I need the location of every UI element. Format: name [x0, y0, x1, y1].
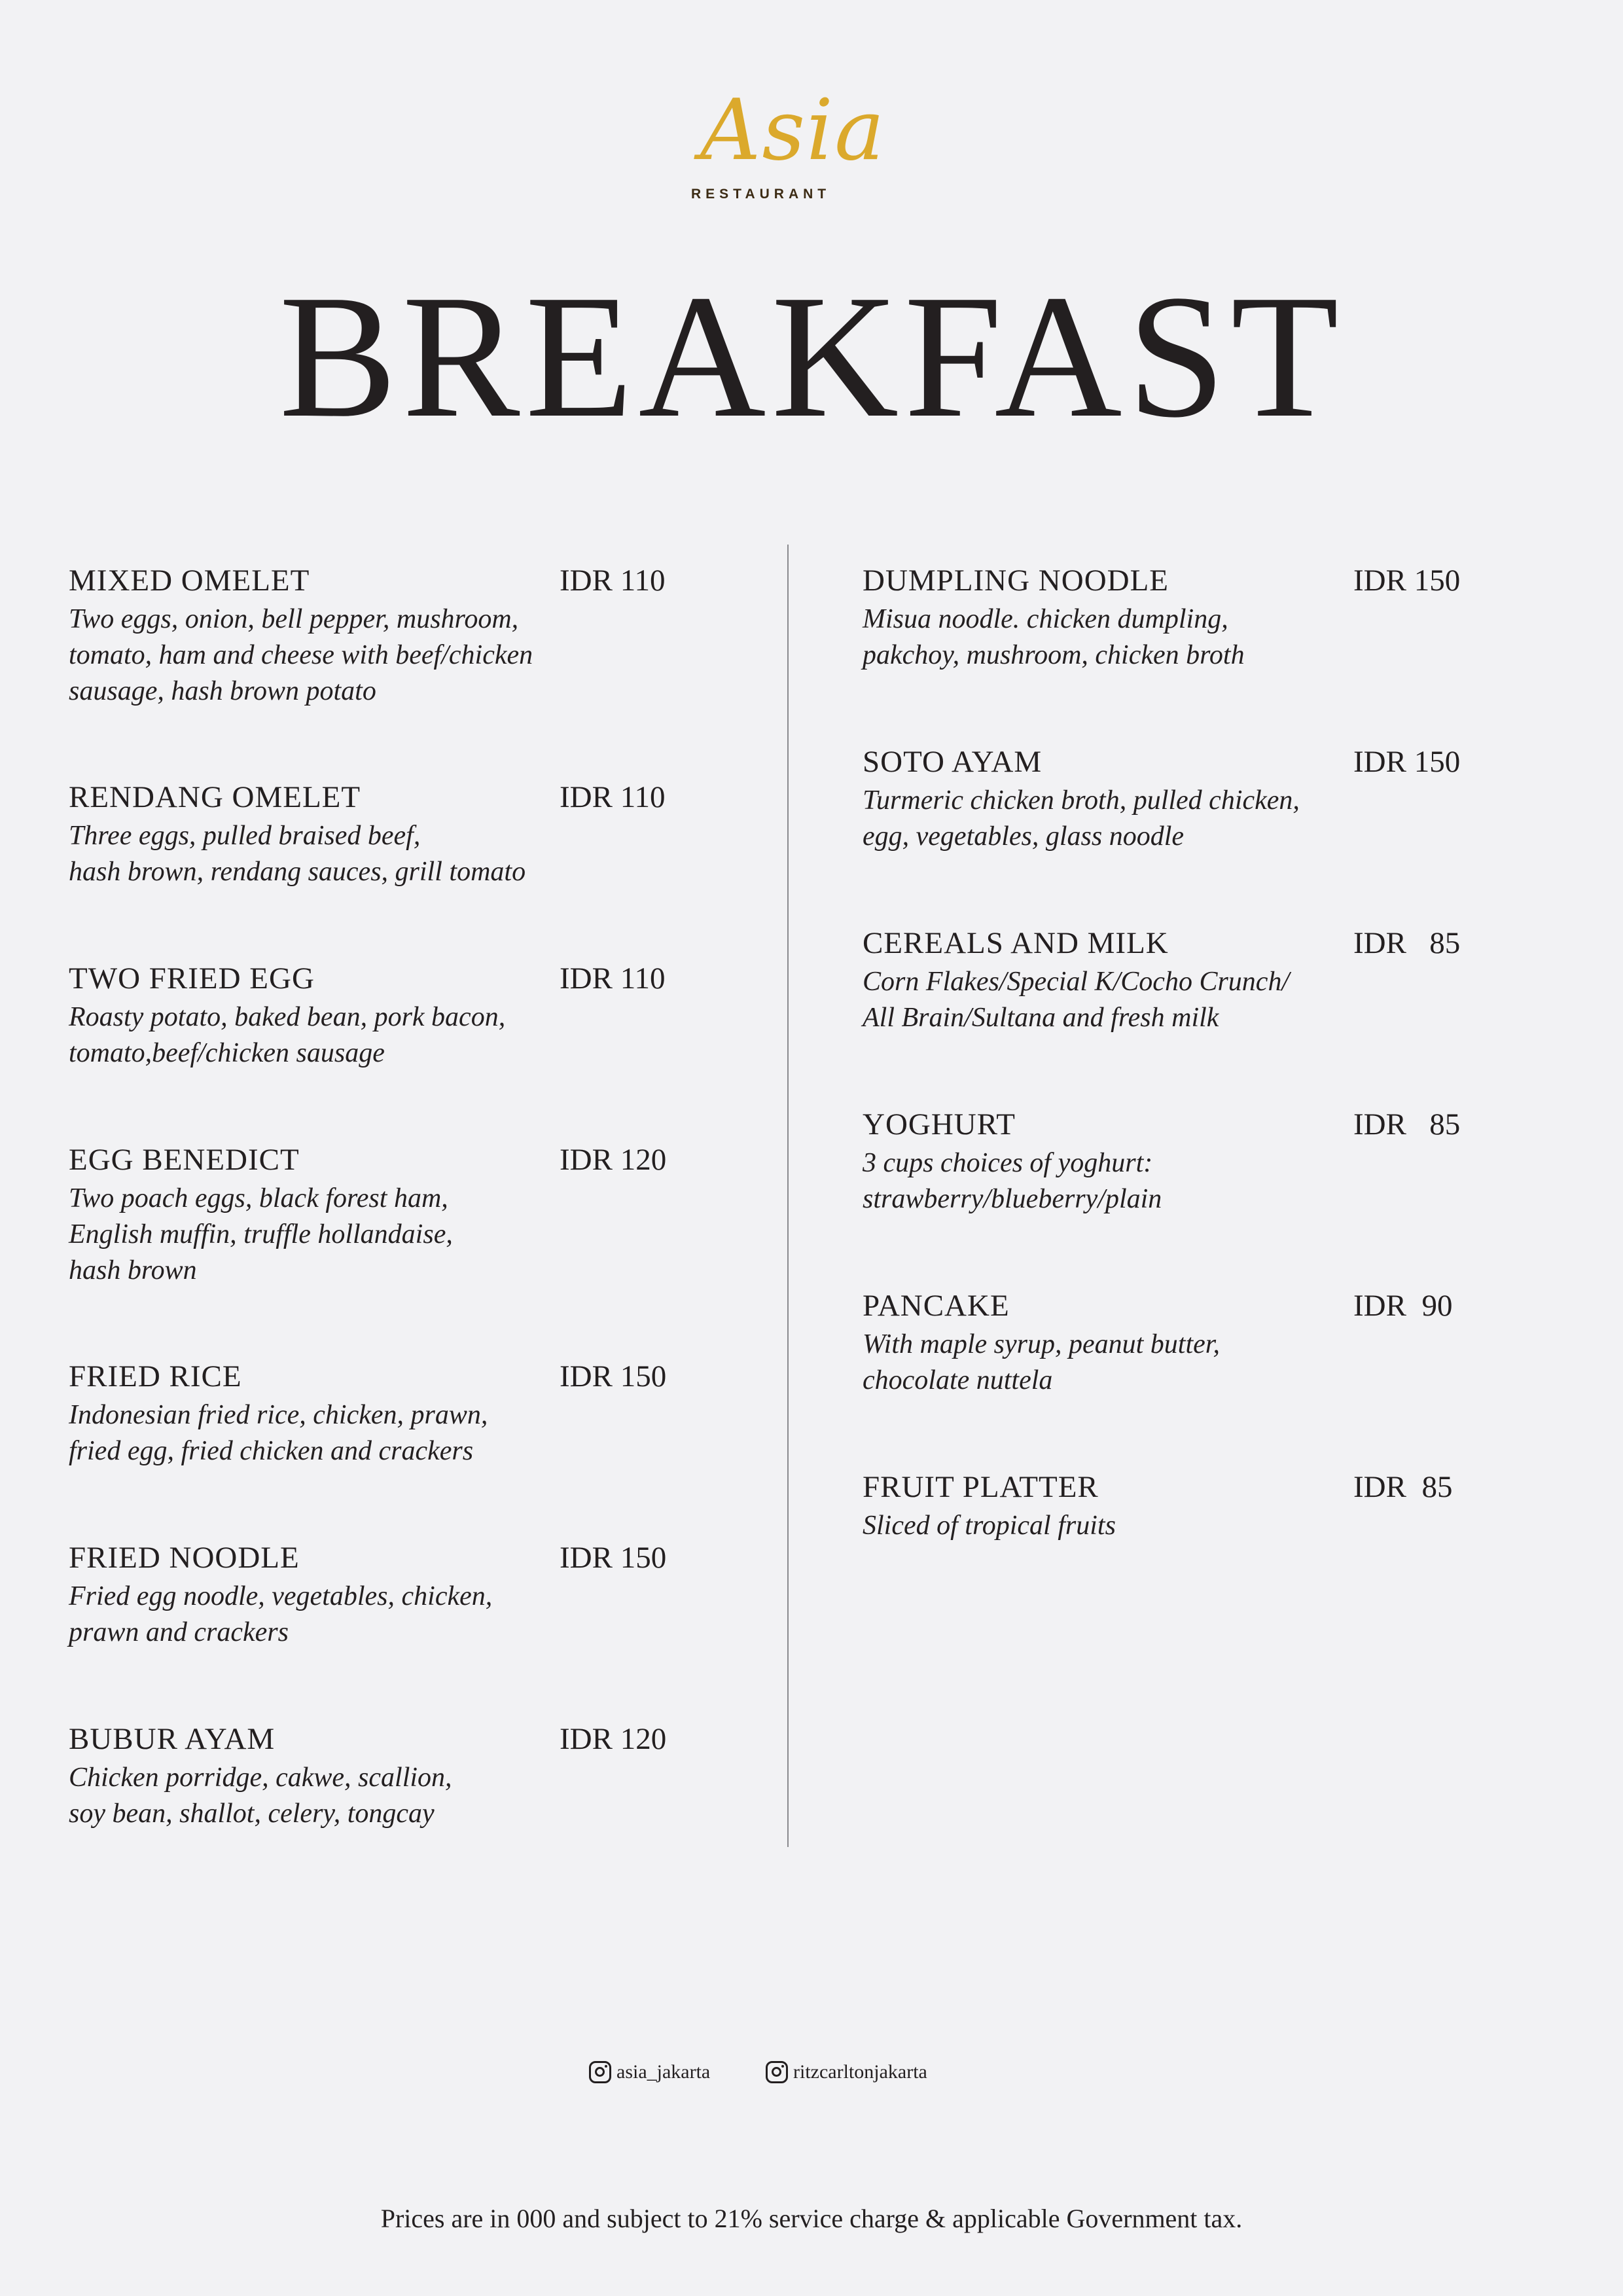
- menu-item-name: TWO FRIED EGG: [69, 961, 315, 996]
- menu-item-description: Roasty potato, baked bean, pork bacon, tomato,beef/chicken sausage: [69, 1002, 506, 1068]
- column-divider: [787, 545, 789, 1847]
- menu-item-name: RENDANG OMELET: [69, 780, 361, 814]
- menu-item-price: IDR 110: [560, 564, 666, 598]
- logo-subtitle: RESTAURANT: [691, 187, 831, 202]
- restaurant-logo: [681, 82, 897, 219]
- price-note: Prices are in 000 and subject to 21% service charge & applicable Government tax.: [380, 2204, 1243, 2233]
- menu-item-description: Turmeric chicken broth, pulled chicken, egg, vegetables, glass noodle: [863, 785, 1300, 852]
- menu-item-description: Corn Flakes/Special K/Cocho Crunch/ All Brain/Sultana and fresh milk: [863, 967, 1290, 1033]
- menu-item-price: IDR 85: [1353, 926, 1461, 960]
- menu-item-price: IDR 120: [560, 1722, 667, 1756]
- menu-item-description: 3 cups choices of yoghurt: strawberry/blueberry/plain: [863, 1148, 1162, 1214]
- social-handle: asia_jakarta: [616, 2061, 711, 2083]
- menu-item-description: Sliced of tropical fruits: [863, 1511, 1116, 1541]
- menu-item-name: EGG BENEDICT: [69, 1143, 300, 1177]
- menu-item: [69, 560, 723, 709]
- menu-item-name: MIXED OMELET: [69, 564, 310, 598]
- menu-item-name: CEREALS AND MILK: [863, 926, 1169, 960]
- instagram-icon: [589, 2061, 611, 2083]
- menu-item: [863, 1103, 1517, 1217]
- menu-item-description: Three eggs, pulled braised beef, hash brown, rendang sauces, grill tomato: [69, 821, 526, 887]
- menu-item: [69, 1355, 723, 1469]
- menu-item-price: IDR 120: [560, 1143, 667, 1177]
- menu-item: [69, 958, 723, 1071]
- menu-item-price: IDR 110: [560, 780, 666, 814]
- menu-item: [863, 741, 1517, 855]
- social-handle: ritzcarltonjakarta: [793, 2061, 927, 2083]
- social-link-ritzcarlton[interactable]: [766, 2056, 927, 2088]
- menu-item-price: IDR 150: [1353, 564, 1461, 598]
- menu-item: [69, 1139, 723, 1289]
- menu-item-name: FRIED RICE: [69, 1359, 242, 1393]
- menu-item-name: SOTO AYAM: [863, 745, 1043, 779]
- menu-item-price: IDR 85: [1353, 1470, 1453, 1504]
- menu-item-price: IDR 90: [1353, 1289, 1453, 1323]
- menu-item: [69, 776, 723, 890]
- menu-item-name: FRIED NOODLE: [69, 1541, 300, 1575]
- menu-item-price: IDR 110: [560, 961, 666, 996]
- menu-item-name: FRUIT PLATTER: [863, 1470, 1099, 1504]
- menu-item: [69, 1718, 723, 1832]
- menu-item-price: IDR 150: [1353, 745, 1461, 779]
- menu-item-name: BUBUR AYAM: [69, 1722, 276, 1756]
- menu-item-description: Two poach eggs, black forest ham, English muffin, truffle hollandaise, hash brown: [69, 1183, 453, 1285]
- menu-item-price: IDR 85: [1353, 1107, 1461, 1141]
- instagram-icon: [766, 2061, 788, 2083]
- menu-item-description: Two eggs, onion, bell pepper, mushroom, tomato, ham and cheese with beef/chicken sausage, hash brown potato: [69, 604, 533, 706]
- menu-item-description: Chicken porridge, cakwe, scallion, soy bean, shallot, celery, tongcay: [69, 1763, 452, 1829]
- menu-item-description: Indonesian fried rice, chicken, prawn, fried egg, fried chicken and crackers: [69, 1400, 488, 1466]
- menu-item: [863, 922, 1517, 1036]
- menu-item-name: DUMPLING NOODLE: [863, 564, 1169, 598]
- menu-item: [863, 1285, 1517, 1399]
- menu-item-name: PANCAKE: [863, 1289, 1010, 1323]
- menu-item-price: IDR 150: [560, 1541, 667, 1575]
- menu-item-description: Misua noodle. chicken dumpling, pakchoy, mushroom, chicken broth: [863, 604, 1245, 670]
- social-link-asia[interactable]: [589, 2056, 710, 2088]
- logo-script: Asia: [700, 82, 886, 179]
- menu-item: [863, 560, 1517, 673]
- menu-item: [69, 1537, 723, 1651]
- menu-item-price: IDR 150: [560, 1359, 667, 1393]
- menu-item-description: Fried egg noodle, vegetables, chicken, prawn and crackers: [69, 1581, 493, 1647]
- menu-item: [863, 1466, 1517, 1544]
- menu-item-name: YOGHURT: [863, 1107, 1016, 1141]
- menu-title: BREAKFAST: [279, 259, 1344, 454]
- menu-item-description: With maple syrup, peanut butter, chocolate nuttela: [863, 1329, 1220, 1395]
